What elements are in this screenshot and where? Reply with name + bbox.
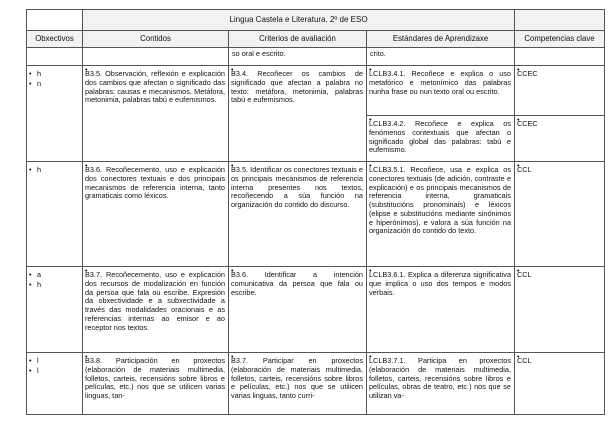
estandar-cell: [367, 267, 515, 353]
curriculum-table: [26, 9, 605, 415]
competencia-cell: [515, 66, 605, 116]
competencia-cell: [515, 48, 605, 66]
table-row: [27, 66, 605, 116]
obxectivo-item: • n: [27, 80, 82, 89]
estandar-cell: [367, 162, 515, 267]
criterio-text: • B3.4. Recoñecer os cambios de significado que afectan a palabra no texto: metáfora, metonimia, palabras tabú e eufemismos.: [229, 66, 366, 107]
contido-cell: [83, 267, 229, 353]
competencia-cell: [515, 353, 605, 415]
contido-cell: [83, 48, 229, 66]
competencia-text: • CCL: [515, 267, 604, 282]
contido-cell: [83, 66, 229, 162]
obxectivos-cell: [27, 66, 83, 162]
estandar-text: • LCLB3.5.1. Recoñece, usa e explica os conectores textuais (de adición, contraste e explicación) e os principais mecanismos de referencia interna, gramaticais (substitucións pronominais) e léxicos (elipse e substitucións mediante sinónimos e hiperónimos), e valora a súa función na organización do contido do texto.: [367, 162, 514, 238]
estandar-text: • LCLB3.7.1. Participa en proxectos (elaboración de materiais multimedia, folletos, carteis, recensións sobre libros e películas, obras de teatro, etc.) nos que se utilizan va-: [367, 353, 514, 403]
contido-cell: [83, 162, 229, 267]
header-obxectivos: Obxectivos: [27, 31, 83, 48]
estandar-text: • LCLB3.4.1. Recoñece e explica o uso metafórico e metonímico das palabras nunha frase ou nun texto oral ou escrito.: [367, 66, 514, 98]
estandar-text: • LCLB3.6.1. Explica a diferenza significativa que implica o uso dos tempos e modos verbais.: [367, 267, 514, 299]
competencia-text: • CCEC: [515, 116, 604, 131]
obxectivos-cell: [27, 48, 83, 66]
table-row: [27, 162, 605, 267]
table-row: [27, 48, 605, 66]
obxectivo-item: • l: [27, 367, 82, 376]
obxectivo-item: • h: [27, 281, 82, 290]
contido-text: • B3.5. Observación, reflexión e explicación dos cambios que afectan o significado das palabras: causas e mecanismos. Metáfora, metonimia, palabras tabú e eufemismos.: [83, 66, 228, 107]
obxectivo-item: • a: [27, 271, 82, 280]
title-row: [27, 10, 605, 31]
obxectivo-item: • h: [27, 166, 82, 175]
criterio-text: so oral e escrito.: [232, 49, 286, 58]
estandar-text: • LCLB3.4.2. Recoñece e explica os fenómenos contextuais que afectan o significado global das palabras: tabú e eufemismo.: [367, 116, 514, 157]
competencia-cell: [515, 267, 605, 353]
header-estandares: Estándares de Aprendizaxe: [367, 31, 515, 48]
header-contidos: Contidos: [83, 31, 229, 48]
criterio-cell: [229, 267, 367, 353]
criterio-cell: [229, 48, 367, 66]
obxectivo-item: • l: [27, 357, 82, 366]
obxectivos-cell: [27, 162, 83, 267]
table-title: Lingua Castela e Literatura. 2º de ESO: [83, 10, 515, 31]
criterio-text: • B3.5. Identificar os conectores textuais e os principais mecanismos de referencia interna presentes nos textos, recoñecendo a súa función na organización do contido do discurso.: [229, 162, 366, 212]
competencia-cell: [515, 162, 605, 267]
table-row: [27, 267, 605, 353]
estandar-cell: [367, 116, 515, 162]
estandar-cell: [367, 353, 515, 415]
estandar-cell: [367, 66, 515, 116]
obxectivos-cell: [27, 267, 83, 353]
obxectivos-cell: [27, 353, 83, 415]
criterio-cell: [229, 66, 367, 162]
title-corner-cell: [27, 10, 83, 31]
criterio-cell: [229, 353, 367, 415]
competencia-text: • CCL: [515, 353, 604, 368]
obxectivo-item: • h: [27, 70, 82, 79]
criterio-text: • B3.6. Identificar a intención comunicativa da persoa que fala ou escribe.: [229, 267, 366, 299]
contido-text: • B3.6. Recoñecemento, uso e explicación dos conectores textuais e dos principais mecanismos de referencia interna, tanto gramaticais como léxicos.: [83, 162, 228, 203]
competencia-text: • CCEC: [515, 66, 604, 81]
competencia-cell: [515, 116, 605, 162]
column-header-row: [27, 31, 605, 48]
competencia-text: • CCL: [515, 162, 604, 177]
header-competencias: Competencias clave: [515, 31, 605, 48]
criterio-cell: [229, 162, 367, 267]
estandar-cell: [367, 48, 515, 66]
contido-text: • B3.7. Recoñecemento, uso e explicación dos recursos de modalización en función da persoa que fala ou escribe. Expresión da obxectividade e a subxectividade a través das modalidades oracionais e as referencias internas ao emisor e ao receptor nos textos.: [83, 267, 228, 334]
header-criterios: Criterios de avaliación: [229, 31, 367, 48]
contido-text: • B3.8. Participación en proxectos (elaboración de materiais multimedia, folletos, carteis, recensións sobre libros e películas, etc.) nos que se utilicen varias linguas, tan-: [83, 353, 228, 403]
table-row: [27, 353, 605, 415]
title-right-cell: [515, 10, 605, 31]
estandar-text: crito.: [370, 49, 386, 58]
criterio-text: • B3.7. Participar en proxectos (elaboración de materiais multimedia, folletos, carteis, recensións sobre libros e películas, etc.) nos que se utilicen varias linguas, tanto curri-: [229, 353, 366, 403]
contido-cell: [83, 353, 229, 415]
